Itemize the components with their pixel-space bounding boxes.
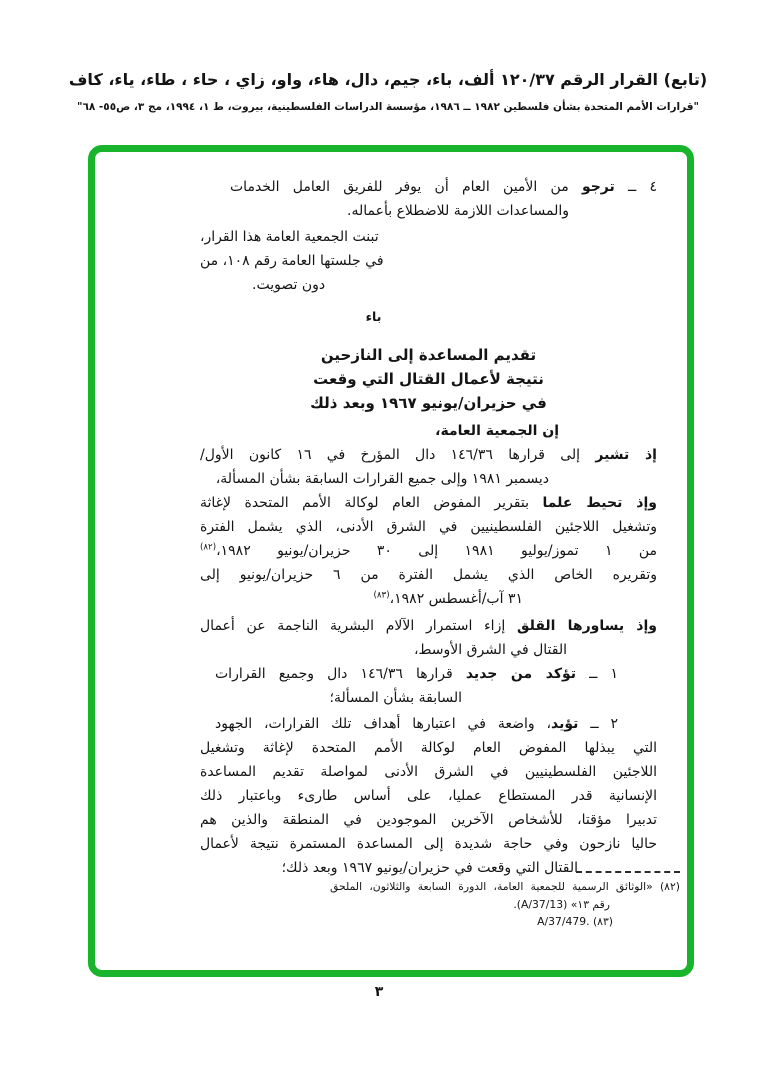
text-line: وإذ تحيط علما بتقرير المفوض العام لوكالة الأمم المتحدة لإغاثة xyxy=(200,495,657,511)
text-line: ٢ ــ تؤيد، واضعة في اعتبارها أهداف تلك القرارات، الجهود xyxy=(215,716,618,732)
page-number: ٣ xyxy=(374,984,384,1000)
text-line: وتقريره الخاص الذي يشمل الفترة من ٦ حزيران/يونيو إلى xyxy=(200,567,657,583)
text-line: ٣١ آب/أغسطس ١٩٨٢،$^{(٨٣)}$ xyxy=(373,590,523,607)
text-line: الإنسانية قدر المستطاع عمليا، على أساس طارىء وباعتبار ذلك xyxy=(200,788,657,804)
text-line: وتشغيل اللاجئين الفلسطينيين في الشرق الأدنى، الذي يشمل الفترة xyxy=(200,519,657,535)
text-line: حاليا نازحون وفي حاجة شديدة إلى المساعدة المستمرة نتيجة لأعمال xyxy=(200,836,657,852)
text-line: التي يبذلها المفوض العام لوكالة الأمم المتحدة لإغاثة وتشغيل xyxy=(200,740,657,756)
resolution-body-text xyxy=(200,175,657,880)
text-line: اللاجئين الفلسطينيين في الشرق الأدنى لمواصلة تقديم المساعدة xyxy=(200,764,657,780)
text-line: في جلستها العامة رقم ١٠٨، من xyxy=(200,253,384,269)
text-line: دون تصويت. xyxy=(252,277,326,293)
footnote-line: (٨٢) «الوثائق الرسمية للجمعية العامة، الدورة السابعة والثلاثون، الملحق xyxy=(330,880,680,893)
text-line: ٤ ــ ترجو من الأمين العام أن يوفر للفريق العامل الخدمات xyxy=(230,179,657,195)
footnote-separator xyxy=(576,871,680,873)
text-line: تدبيرا مؤقتا، للأشخاص الآخرين الموجودين في المنطقة والذين هم xyxy=(200,812,657,828)
text-line: إذ تشير إلى قرارها ١٤٦/٣٦ دال المؤرخ في ١٦ كانون الأول/ xyxy=(200,447,657,463)
text-line: السابقة بشأن المسألة؛ xyxy=(329,690,462,706)
footnote-reference: (٨٢) xyxy=(200,542,217,553)
text-line: القتال التي وقعت في حزيران/يونيو ١٩٦٧ وبعد ذلك؛ xyxy=(281,860,578,876)
section-letter: باء xyxy=(365,309,382,324)
footnotes-block xyxy=(330,878,680,931)
resolution-title-line: في حزيران/يونيو ١٩٦٧ وبعد ذلك xyxy=(310,394,547,412)
resolution-title-line: تقديم المساعدة إلى النازحين xyxy=(320,346,537,364)
text-line: ديسمبر ١٩٨١ وإلى جميع القرارات السابقة بشأن المسألة، xyxy=(215,471,549,487)
text-line: ١ ــ تؤكد من جديد قرارها ١٤٦/٣٦ دال وجميع القرارات xyxy=(215,666,618,682)
text-line: تبنت الجمعية العامة هذا القرار، xyxy=(200,229,379,245)
document-header-citation: "قرارات الأمم المتحدة بشأن فلسطين ١٩٨٢ ــ ١٩٨٦، مؤسسة الدراسات الفلسطينية، بيروت، ط ١، ١٩٩٤، مج ٣، ص٥٥- ٦٨" xyxy=(76,101,700,113)
footnote-line: (٨٣) A/37/479. xyxy=(537,915,613,928)
text-line: إن الجمعية العامة، xyxy=(435,423,559,439)
footnote-reference: (٨٣) xyxy=(373,590,390,601)
resolution-title-line: نتيجة لأعمال القتال التي وقعت xyxy=(313,370,544,388)
text-line: القتال في الشرق الأوسط، xyxy=(413,642,567,658)
text-line: من ١ تموز/يوليو ١٩٨١ إلى ٣٠ حزيران/يونيو ١٩٨٢،$^{(٨٢)}$ xyxy=(200,542,658,559)
footnote-line: رقم ١٣» (A/37/13). xyxy=(513,897,610,911)
text-line: وإذ يساورها القلق إزاء استمرار الآلام البشرية الناجمة عن أعمال xyxy=(200,618,657,634)
text-line: والمساعدات اللازمة للاضطلاع بأعماله. xyxy=(347,203,569,219)
document-header-title: (تابع) القرار الرقم ١٢٠/٣٧ ألف، باء، جيم، دال، هاء، واو، زاي ، حاء ، طاء، ياء، كاف xyxy=(68,70,708,89)
